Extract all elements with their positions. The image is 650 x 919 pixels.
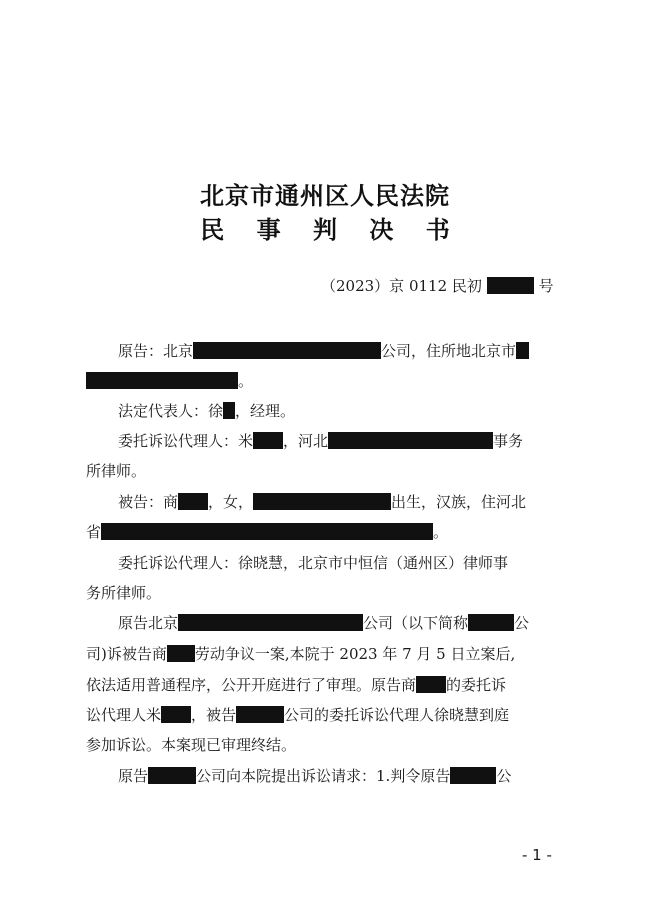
text-segment: 法定代表人：徐 bbox=[118, 402, 224, 420]
text-segment: 所律师。 bbox=[86, 462, 147, 480]
text-segment: 司)诉被告商 bbox=[86, 645, 167, 663]
redaction-block bbox=[328, 432, 493, 449]
text-segment: 务所律师。 bbox=[86, 584, 162, 602]
case-number bbox=[321, 276, 553, 296]
text-segment: 事务 bbox=[493, 432, 524, 450]
document-type: 民 事 判 决 书 bbox=[200, 215, 462, 244]
text-segment: 原告 bbox=[118, 767, 149, 785]
redaction-block bbox=[161, 706, 191, 723]
redaction-block bbox=[450, 767, 496, 784]
text-line bbox=[118, 613, 529, 633]
text-line bbox=[118, 553, 508, 573]
text-segment: 劳动争议一案,本院于 2023 年 7 月 5 日立案后, bbox=[194, 645, 516, 663]
text-segment: 原告：北京 bbox=[118, 342, 194, 360]
text-segment: 公司向本院提出诉讼请求：1.判令原告 bbox=[196, 767, 451, 785]
redaction-block bbox=[148, 767, 196, 784]
text-line bbox=[118, 766, 511, 786]
text-segment: 依法适用普通程序，公开开庭进行了审理。原告商 bbox=[86, 676, 417, 694]
redaction-block bbox=[253, 432, 283, 449]
redaction-block bbox=[253, 493, 391, 510]
text-segment: 委托诉讼代理人：徐晓慧，北京市中恒信（通州区）律师事 bbox=[118, 554, 509, 572]
redaction-block bbox=[487, 277, 534, 294]
text-segment: 公 bbox=[496, 767, 512, 785]
case-number-suffix: 号 bbox=[538, 277, 554, 295]
text-segment: 公司的委托诉讼代理人徐晓慧到庭 bbox=[284, 706, 510, 724]
redaction-block bbox=[236, 706, 284, 723]
text-line bbox=[86, 675, 506, 695]
text-segment: 被告：商 bbox=[118, 493, 179, 511]
text-line bbox=[86, 735, 296, 755]
text-line bbox=[86, 522, 448, 542]
text-segment: ，河北 bbox=[283, 432, 329, 450]
text-segment: 省 bbox=[86, 523, 102, 541]
text-line bbox=[118, 431, 523, 451]
redaction-block bbox=[468, 614, 514, 631]
redaction-block bbox=[516, 342, 529, 359]
redaction-block bbox=[178, 493, 208, 510]
redaction-block bbox=[223, 402, 235, 419]
text-segment: 讼代理人米 bbox=[86, 706, 162, 724]
text-segment: 参加诉讼。本案现已审理终结。 bbox=[86, 736, 297, 754]
text-line bbox=[118, 492, 526, 512]
text-line bbox=[86, 461, 146, 481]
redaction-block bbox=[193, 342, 381, 359]
text-line bbox=[118, 341, 529, 361]
case-number-prefix: （2023）京 0112 民初 bbox=[321, 277, 482, 295]
court-name: 北京市通州区人民法院 bbox=[200, 181, 450, 210]
text-segment: 公司，住所地北京市 bbox=[381, 342, 517, 360]
redaction-block bbox=[86, 372, 238, 389]
text-segment: 出生，汉族，住河北 bbox=[391, 493, 527, 511]
text-line bbox=[86, 583, 161, 603]
redaction-block bbox=[416, 676, 446, 693]
redaction-block bbox=[101, 523, 433, 540]
text-line bbox=[118, 401, 295, 421]
text-segment: ，女， bbox=[208, 493, 254, 511]
redaction-block bbox=[178, 614, 363, 631]
redaction-block bbox=[167, 645, 195, 662]
text-segment: 。 bbox=[433, 523, 449, 541]
page-number: - 1 - bbox=[522, 846, 552, 864]
text-line bbox=[86, 644, 515, 664]
text-line bbox=[86, 371, 253, 391]
text-segment: 委托诉讼代理人：米 bbox=[118, 432, 254, 450]
text-segment: 原告北京 bbox=[118, 614, 179, 632]
text-segment: 的委托诉 bbox=[446, 676, 507, 694]
text-segment: ，经理。 bbox=[235, 402, 296, 420]
text-segment: 公 bbox=[514, 614, 530, 632]
text-segment: ，被告 bbox=[191, 706, 237, 724]
text-line bbox=[86, 705, 509, 725]
text-segment: 公司（以下简称 bbox=[363, 614, 469, 632]
text-segment: 。 bbox=[238, 372, 254, 390]
